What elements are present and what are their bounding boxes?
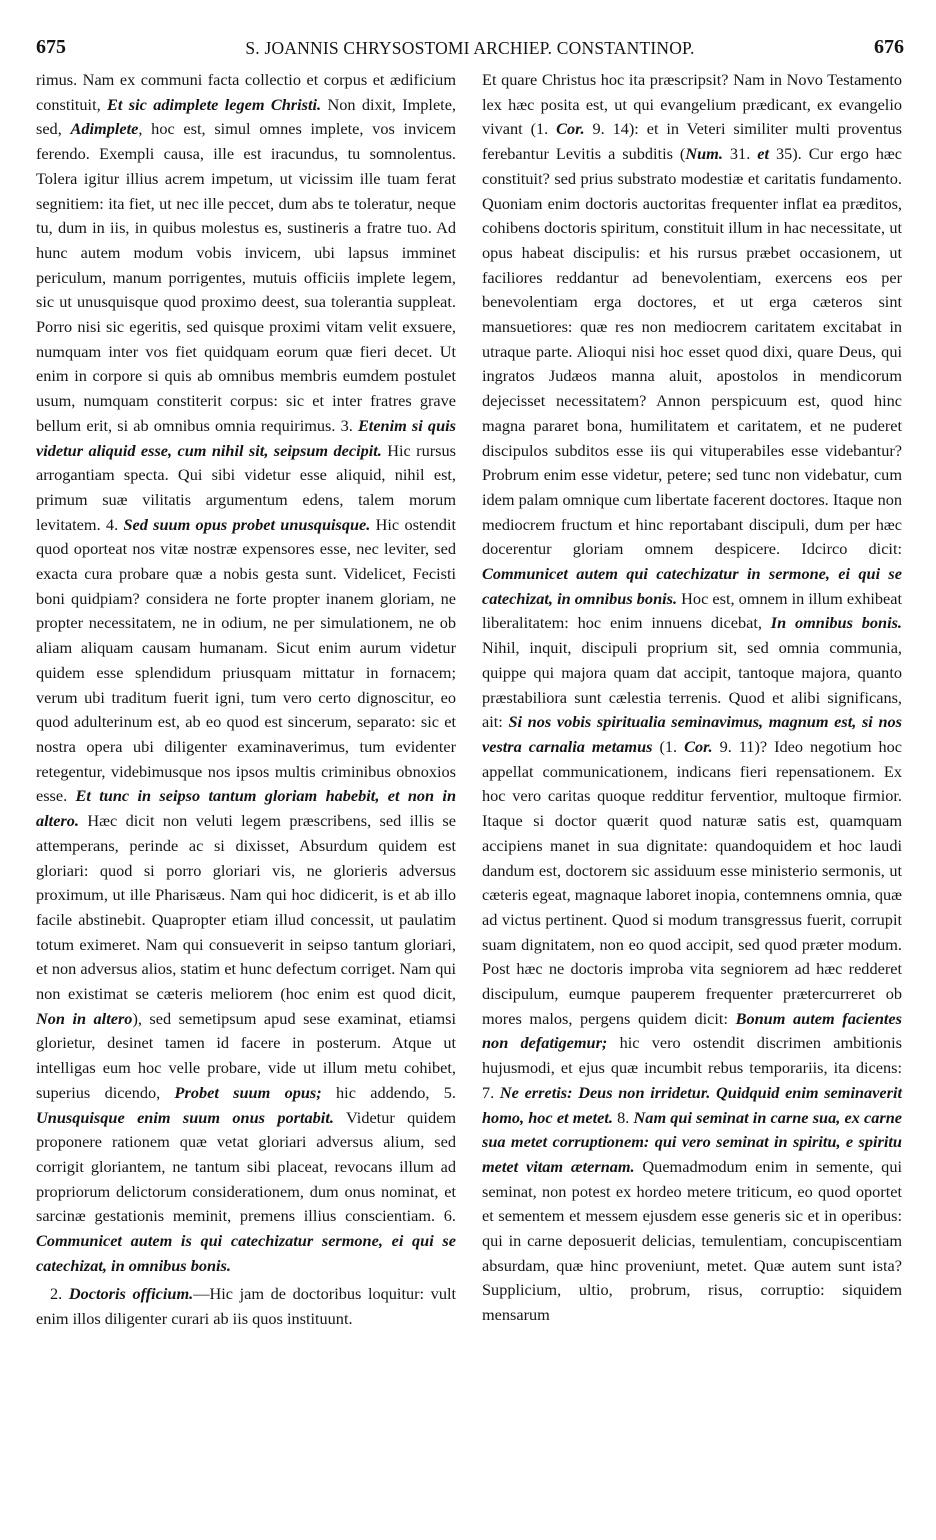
italic-phrase: Communicet autem qui catechizatur in sermone, ei qui se catechizat, in omnibus bonis.	[482, 564, 902, 608]
text-run: Hoc est, omnem in illum exhibeat liberalitatem: hoc enim innuens dicebat,	[482, 588, 902, 633]
text-run: Quemadmodum enim in semente, qui seminat, non potest ex hordeo metere triticum, eo quod oportet et sementem et messem ejusdem esse generis sic et in operibus: qui in carne deposuerit delicias, temulentiam, concupiscentiam absurdam, quæ hinc proveniunt, metet. Quæ autem sunt ista? Supplicium, ultio, probrum, risus, corruptio: siquidem mensarum	[482, 1156, 902, 1325]
left-paragraph-2	[36, 1282, 456, 1331]
italic-phrase: Ne erretis: Deus non irridetur. Quidquid enim seminaverit homo, hoc et metet.	[482, 1082, 903, 1127]
italic-phrase: et	[757, 144, 769, 164]
text-run: Nihil, inquit, discipuli proprium sit, sed omnia communia, quippe qui majora quam dat accipit, tantoque majora, quanto præstabiliora sunt cælestia terrenis. Quod et alibi significans, ait:	[482, 638, 902, 732]
italic-phrase: Sed suum opus probet unusquisque.	[123, 514, 371, 534]
italic-phrase: Adimplete	[70, 119, 139, 139]
right-paragraph-1	[482, 68, 902, 1328]
italic-phrase: Etenim si quis videtur aliquid esse, cum nihil sit, seipsum decipit.	[36, 415, 456, 460]
italic-phrase: Et tunc in seipso tantum gloriam habebit, et non in altero.	[36, 786, 456, 831]
italic-phrase: Communicet autem is qui catechizatur sermone, ei qui se catechizat, in omnibus bonis.	[36, 1231, 456, 1275]
right-column	[482, 68, 902, 1328]
text-run: Et quare Christus hoc ita præscripsit? Nam in Novo Testamento lex hæc posita est, ut qui evangelium prædicant, ex evangelio vivant (1.	[482, 70, 902, 139]
text-run: Hæc dicit non veluti legem præscribens, sed illis se attemperans, perinde ac si dixisset, Absurdum quidem est gloriari: quod si porro gloriari vis, ne glorieris adversus proximum, ut ille Pharisæus. Nam qui hoc didicerit, is et ab illo facile abstinebit. Quapropter etiam illud concessit, ut paulatim totum eximeret. Nam qui consueverit in seipso tantum gloriari, et non adversus alios, statim et hunc defectum corriget. Nam qui non existimat se cæteris meliorem (hoc enim est quod dicit,	[36, 811, 456, 1004]
text-run: hic vero ostendit discrimen ambitionis hujusmodi, et ejus quæ incumbit rebus temporariis, ita dicens: 7.	[482, 1033, 902, 1102]
text-run: ), sed semetipsum apud sese examinat, etiamsi glorietur, desinet tamen id facere in posterum. Atque ut intelligas eum hoc velle probare, vide ut illum metu cohibet, superius dicendo,	[36, 1008, 456, 1102]
italic-phrase: Nam qui seminat in carne sua, ex carne sua metet corruptionem: qui vero seminat in spiritu, e spiritu metet vitam æternam.	[482, 1107, 902, 1176]
text-run: , hoc est, simul omnes implete, vos invicem ferendo. Exempli causa, ille est iracundus, tu somnolentus. Tolera igitur illius acrem impetum, ut vicissim ille tuam ferat segnitiem: ita fiet, ut nec ille peccet, dum abs te toleratur, neque tu, dum in iis, in quibus molestus es, sustineris a fratre tuo. Ad hunc autem modum vobis invicem, ubi lapsus imminet periculum, manum porrigentes, mutuis officiis implete legem, sic ut unusquisque quod proximo deest, sua tolerantia suppleat. Porro nisi sic egeritis, sed quisque proximi vitam velit exsuere, numquam inter vos fiet quidquam eorum quæ fieri decet. Ut enim in corpore si quis ab omnibus membris eumdem postulet usum, numquam constiterit corpus: sic et inter fratres grave bellum erit, si ab omnibus omnia requirimus. 3.	[36, 119, 456, 435]
left-column	[36, 68, 456, 1332]
text-run: 9. 11)? Ideo negotium hoc appellat communicationem, indicans fieri repensationem. Ex hoc vero caritas quoque redditur ferventior, multoque firmior. Itaque si doctor quærit quod naturæ satis est, quamquam accipiens manet in sua dignitate: quandoquidem et hoc laudi dandum est, doctorem sic assiduum esse ministerio sermonis, ut cæteris egeat, magnaque laboret inopia, contemnens omnia, quæ ad victus pertinent. Quod si modum transgressus fuerit, corrupit suam dignitatem, non eo quod accipit, sed quod præter modum. Post hæc ne doctoris improba vita segniorem ad hæc redderet discipulum, eumque pauperem frequenter prætercurreret ob mores malos, pergens quidem dicit:	[482, 736, 902, 1028]
italic-phrase: Probet suum opus;	[174, 1082, 322, 1102]
page-number-left: 675	[36, 36, 66, 58]
text-run: hic addendo, 5.	[321, 1082, 456, 1102]
italic-phrase: Cor.	[556, 119, 585, 139]
italic-phrase: Unusquisque enim suum onus portabit.	[36, 1107, 334, 1127]
page-number-right: 676	[874, 36, 904, 58]
text-run: Videtur quidem proponere rationem quæ vetat gloriari adversus alium, sed corrigit gloriantem, ne tantum sibi placeat, revocans illum ad propriorum delictorum considerationem, dum onus nominat, et sarcinæ gestationis meminit, premens illius conscientiam. 6.	[36, 1107, 456, 1226]
left-paragraph-1	[36, 68, 456, 1278]
text-run: 31.	[722, 144, 758, 164]
text-run: 9. 14): et in Veteri similiter multi proventus ferebantur Levitis a subditis (	[482, 119, 902, 164]
running-title: S. JOANNIS CHRYSOSTOMI ARCHIEP. CONSTANTINOP.	[245, 38, 695, 58]
italic-phrase: Non in altero	[36, 1008, 133, 1028]
text-run: rimus. Nam ex communi facta collectio et corpus et ædificium constituit,	[36, 70, 456, 114]
italic-phrase: Bonum autem facientes non defatigemur;	[482, 1008, 902, 1053]
italic-phrase: Si nos vobis spiritualia seminavimus, magnum est, si nos vestra carnalia metamus	[482, 712, 902, 756]
text-run: Hic ostendit quod oporteat nos vitæ nostræ expensores esse, nec leviter, sed exacta cura probare quæ a nobis gesta sunt. Videlicet, Fecisti boni quidpiam? considera ne forte propter inanem gloriam, ne propter necessitatem, ne in odium, ne per simulationem, ne ob aliam aliquam causam humanam. Sicut enim aurum videtur quidem esse splendidum priusquam mittatur in fornacem; verum ubi traditum fuerit igni, tum vero certo dignoscitur, eo quod adulterinum est, ab eo quod est sincerum, separato: sic et nostra opera ubi diligenter examinaverimus, tum evidenter retegentur, videbimusque nos ipsos multis criminibus obnoxios esse.	[36, 514, 456, 806]
text-run: (1.	[652, 736, 685, 756]
text-run: —Hic jam de doctoribus loquitur: vult enim illos diligenter curari ab iis quos instituunt.	[36, 1284, 457, 1329]
italic-phrase: Num.	[685, 144, 723, 164]
italic-phrase: Doctoris officium.	[68, 1284, 194, 1304]
text-run: 2.	[50, 1284, 69, 1304]
text-run: Hic rursus arrogantiam specta. Qui sibi videtur esse aliquid, nihil est, primum suæ vilitatis argumentum edens, talem morum levitatem. 4.	[36, 440, 456, 534]
italic-phrase: In omnibus bonis.	[770, 613, 903, 633]
running-header	[36, 36, 904, 66]
italic-phrase: Et sic adimplete legem Christi.	[107, 94, 322, 114]
text-run: 35). Cur ergo hæc constituit? sed prius substrato modestiæ et caritatis fundamento. Quoniam enim doctoris auctoritas frequenter inflat ea præditos, cohibens doctoris spiritum, constituit illum in hac necessitate, ut opus habeat discipulis: et his rursus præbet occasionem, ut faciliores reddantur ad benevolentiam, exercens eos per benevolentiam erga doctores, et ut erga cæteros sint mansuetiores: quæ res non mediocrem caritatem excitabat in utraque parte. Alioqui nisi hoc esset quod dixi, quare Deus, qui ingratos Judæos manna aluit, apostolos in mendicorum dejecisset necessitatem? Annon perspicuum est, quod hinc magna pararet bona, humilitatem et caritatem, et ne puderet discipulos subditos esse iis qui vituperabiles esse videbantur? Probrum enim esse videtur, petere; sed tunc non videbatur, cum idem palam omnique cum libertate facerent doctores. Itaque non mediocrem fructum et hinc reportabant discipuli, dum per hæc docerentur gloriam omnem despicere. Idcirco dicit:	[482, 144, 902, 559]
italic-phrase: Cor.	[684, 736, 713, 756]
text-run: Non dixit, Implete, sed,	[36, 94, 456, 139]
text-run: 8.	[612, 1107, 634, 1127]
